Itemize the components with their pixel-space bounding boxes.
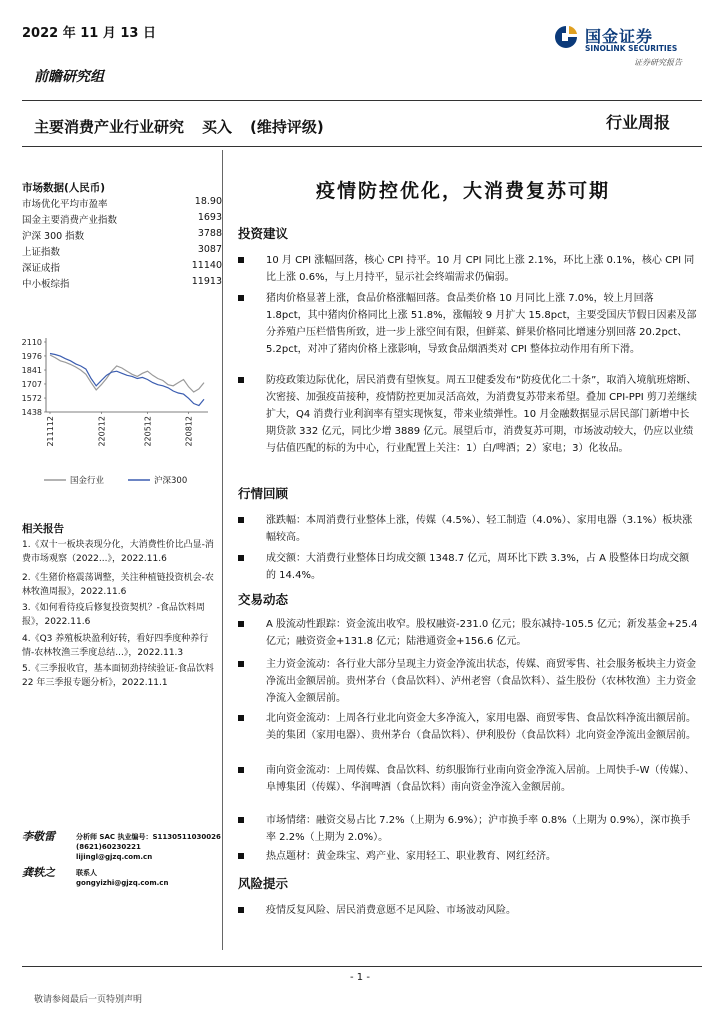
bullet-text: 南向资金流动：上周传媒、食品饮料、纺织服饰行业南向资金净流入居前。上周快手-W（传媒）、阜博集团（传媒）、华润啤酒（食品饮料）南向资金净流入金额居前。 — [266, 765, 695, 793]
subtitle-divider — [22, 146, 702, 147]
bullet-text: 10 月 CPI 涨幅回落，核心 CPI 持平。10 月 CPI 同比上涨 2.1%，环比上涨 0.1%，核心 CPI 同比上涨 0.6%，与上月持平，显示社会终端需求仍偏弱。 — [266, 255, 695, 283]
bullet-square-icon — [238, 555, 244, 561]
bullet-square-icon — [238, 907, 244, 913]
analyst-name: 李敬雷 — [22, 830, 55, 843]
legend-label: 国金行业 — [70, 476, 105, 486]
market-data-title: 市场数据(人民币) — [22, 182, 106, 194]
trading-bullet — [238, 710, 698, 760]
y-tick-label: 1707 — [21, 379, 42, 389]
y-tick-label: 1572 — [21, 394, 42, 404]
bullet-text: 市场情绪：融资交易占比 7.2%（上期为 6.9%）；沪市换手率 0.8%（上期为 0.9%），深市换手率 2.2%（上期为 2.0%）。 — [266, 815, 691, 843]
trading-bullet — [238, 812, 698, 846]
y-tick-label: 2110 — [21, 338, 42, 347]
x-tick-label: 220512 — [143, 416, 153, 447]
series-line-hs300 — [50, 354, 204, 406]
market-row-label: 上证指数 — [22, 247, 61, 258]
market-row-value: 3788 — [197, 228, 222, 239]
trading-bullet — [238, 656, 698, 706]
bullet-square-icon — [238, 517, 244, 523]
bullet-square-icon — [238, 257, 244, 263]
series-line-industry — [50, 355, 204, 392]
bullet-text: 疫情反复风险、居民消费意愿不足风险、市场波动风险。 — [266, 905, 516, 916]
y-tick-label: 1438 — [21, 408, 42, 417]
section-market-heading: 行情回顾 — [238, 486, 289, 501]
report-subtitle — [34, 116, 342, 137]
market-row-value: 11913 — [191, 276, 222, 287]
market-row-label: 中小板综指 — [22, 279, 70, 290]
logo-text-cn: 国金证券 — [585, 27, 654, 46]
related-report-item[interactable]: 2.《生猪价格震荡调整，关注种植链投资机会-农林牧渔周报》，2022.11.6 — [22, 573, 214, 597]
market-row-value: 18.90 — [194, 196, 222, 207]
bullet-text: 涨跌幅：本周消费行业整体上涨，传媒（4.5%）、轻工制造（4.0%）、家用电器（3.1%）板块涨幅较高。 — [266, 515, 693, 543]
analyst-contact — [76, 868, 168, 888]
trading-bullet — [238, 762, 698, 812]
market-row-label: 国金主要消费产业指数 — [22, 215, 118, 226]
contact-email[interactable]: gongyizhi@gjzq.com.cn — [76, 879, 169, 887]
bullet-square-icon — [238, 295, 244, 301]
analyst-contact — [76, 832, 221, 862]
footer-disclaimer: 敬请参阅最后一页特别声明 — [34, 995, 143, 1005]
market-row-label: 市场优化平均市盈率 — [22, 199, 108, 210]
report-type: 行业周报 — [606, 113, 671, 132]
y-tick-label: 1976 — [21, 351, 42, 361]
market-bullet — [238, 550, 698, 584]
market-row-label: 沪深 300 指数 — [22, 231, 85, 242]
analyst-name: 龚轶之 — [22, 866, 55, 879]
x-tick-label: 220812 — [184, 416, 194, 447]
research-group: 前瞻研究组 — [34, 69, 104, 85]
market-row-value: 3087 — [197, 244, 222, 255]
related-report-item[interactable]: 1.《双十一板块表现分化，大消费性价比凸显-消费市场观察（2022...》，2022.11.6 — [22, 540, 214, 564]
x-tick-label: 220212 — [97, 416, 107, 447]
bullet-text: 防疫政策边际优化，居民消费有望恢复。周五卫健委发布“防疫优化二十条”，取消入境航班熔断、次密接、加强疫苗接种，疫情防控更加灵活高效，为消费复苏带来希望。叠加 CPI-PPI 剪刀差继续扩大，Q4 消费行业利润率有望实现恢复，带来业绩弹性。10 月金融数据显示居民部门新增中长期贷款 332 亿元，同比少增 3889 亿元。展望后市，消费复苏可期，市场波动较大，仍应以业绩与估值匹配的标的为中心，行业配置上关注：1）白/啤酒；2）家电；3）化妆品。 — [266, 375, 697, 454]
subtitle-rating-note: (维持评级) — [250, 118, 324, 136]
market-row-value: 11140 — [191, 260, 222, 271]
report-series: 证券研究报告 — [634, 58, 682, 67]
bullet-square-icon — [238, 767, 244, 773]
bullet-text: 猪肉价格显著上涨，食品价格涨幅回落。食品类价格 10 月同比上涨 7.0%，较上月回落 1.8pct，其中猪肉价格同比上涨 51.8%，涨幅较 9 月扩大 15.8pct，主要受国庆节假日因素及部分养殖户压栏惜售所致，进一步上涨空间有限，但鲜菜、鲜果价格同比增速分别回落 20.2pct、5.2pct，对冲了猪肉价格上涨影响，导致食品烟酒类对 CPI 整体拉动作用有所下滑。 — [266, 293, 697, 355]
bullet-square-icon — [238, 377, 244, 383]
bullet-square-icon — [238, 853, 244, 859]
trading-bullet — [238, 616, 698, 650]
page-number: - 1 - — [350, 972, 370, 983]
main-title: 疫情防控优化，大消费复苏可期 — [315, 180, 610, 202]
bullet-text: 成交额：大消费行业整体日均成交额 1348.7 亿元，周环比下跌 3.3%，占 A 股整体日均成交额的 14.4%。 — [266, 553, 690, 581]
section-invest-heading: 投资建议 — [238, 226, 289, 241]
bullet-text: A 股流动性跟踪：资金流出收窄。股权融资-231.0 亿元；股东减持-105.5 亿元；新发基金+25.4 亿元；融资资金+131.8 亿元；陆港通资金+156.6 亿元。 — [266, 619, 698, 647]
column-divider — [222, 150, 223, 950]
related-report-item[interactable]: 5.《三季报收官，基本面韧劲持续验证-食品饮料 22 年三季报专题分析》，2022.11.1 — [22, 664, 214, 688]
legend-label: 沪深300 — [154, 476, 188, 486]
market-row-value: 1693 — [197, 212, 222, 223]
section-risk-heading: 风险提示 — [238, 876, 289, 891]
subtitle-industry: 主要消费产业行业研究 — [34, 118, 185, 136]
trading-bullet — [238, 848, 698, 865]
bullet-square-icon — [238, 715, 244, 721]
bullet-square-icon — [238, 621, 244, 627]
bullet-square-icon — [238, 661, 244, 667]
bullet-text: 北向资金流动：上周各行业北向资金大多净流入，家用电器、商贸零售、食品饮料净流出额居前。美的集团（家用电器）、贵州茅台（食品饮料）、伊利股份（食品饮料）北向资金净流出金额居前。 — [266, 713, 696, 741]
analyst-phone: (8621)60230221 — [76, 843, 141, 851]
analyst-email[interactable]: lijingl@gjzq.com.cn — [76, 853, 153, 861]
bullet-square-icon — [238, 817, 244, 823]
analyst-sac: 分析师 SAC 执业编号：S1130511030026 — [76, 833, 221, 841]
footer-divider — [22, 966, 702, 967]
related-report-item[interactable]: 3.《如何看待疫后修复投资契机？-食品饮料周报》，2022.11.6 — [22, 603, 205, 627]
x-tick-label: 211112 — [46, 416, 55, 447]
related-reports-title: 相关报告 — [22, 523, 64, 535]
report-date: 2022 年 11 月 13 日 — [22, 26, 156, 41]
subtitle-rating: 买入 — [202, 118, 233, 136]
market-row-label: 深证成指 — [22, 263, 61, 274]
y-tick-label: 1841 — [21, 366, 42, 376]
market-bullet — [238, 512, 698, 546]
sinolink-logo-icon — [553, 24, 579, 50]
related-report-item[interactable]: 4.《Q3 养殖板块盈利好转，看好四季度种养行情-农林牧渔三季度总结...》，2022.11.3 — [22, 634, 209, 658]
bullet-text: 主力资金流动：各行业大部分呈现主力资金净流出状态，传媒、商贸零售、社会服务板块主力资金净流出金额居前。贵州茅台（食品饮料）、泸州老窖（食品饮料）、益生股份（农林牧渔）主力资金净流入金额居前。 — [266, 659, 696, 704]
bullet-text: 热点题材：黄金珠宝、鸡产业、家用轻工、职业教育、网红经济。 — [266, 851, 556, 862]
section-trading-heading: 交易动态 — [238, 592, 289, 607]
invest-bullet — [238, 252, 698, 286]
logo-text-en: SINOLINK SECURITIES — [585, 44, 678, 53]
invest-bullet — [238, 290, 698, 370]
contact-role: 联系人 — [76, 869, 97, 877]
risk-bullet — [238, 902, 698, 919]
invest-bullet — [238, 372, 698, 470]
header-divider — [22, 100, 702, 101]
index-line-chart — [18, 330, 222, 495]
